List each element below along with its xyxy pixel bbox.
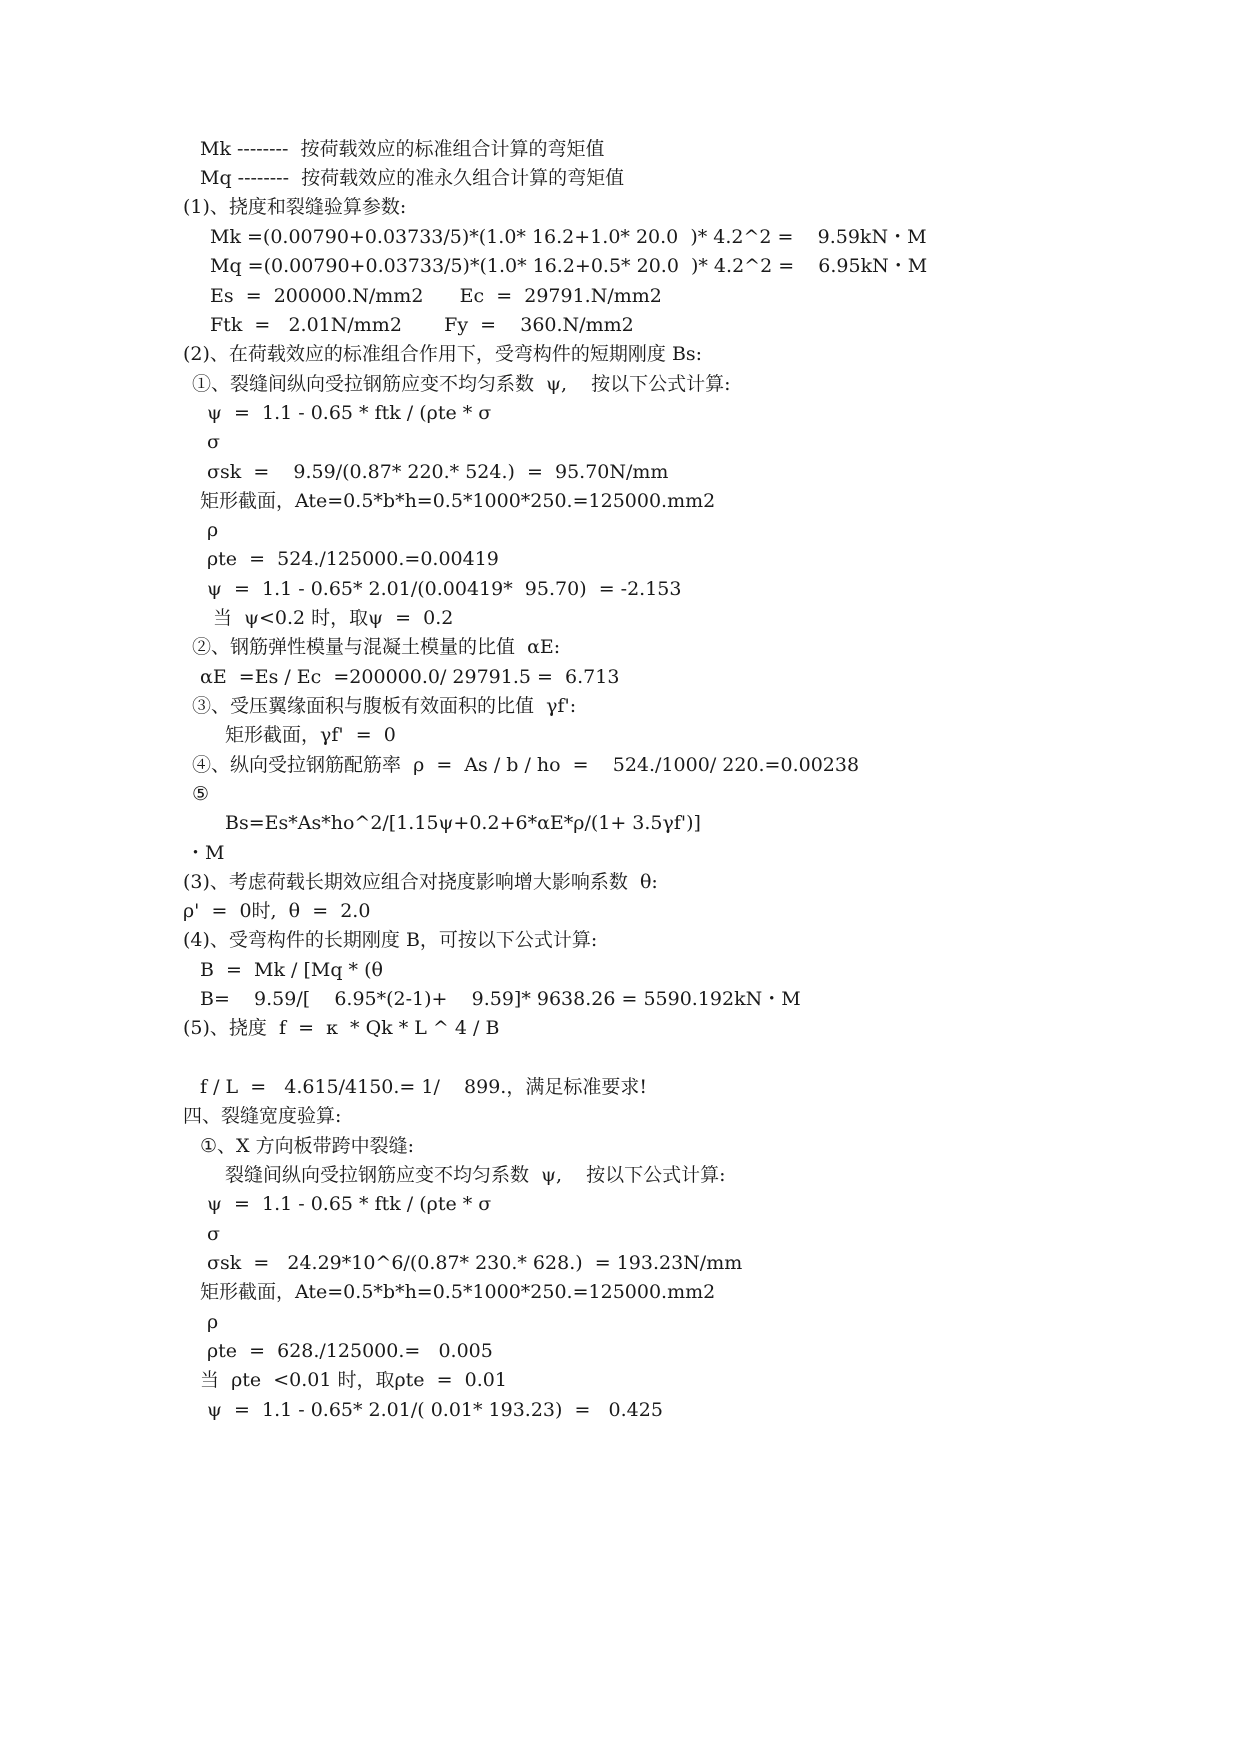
text-line: 当 ρte <0.01 时，取ρte = 0.01 <box>200 1369 507 1391</box>
text-line: 矩形截面，Ate=0.5*b*h=0.5*1000*250.=125000.mm2 <box>200 1281 716 1303</box>
formula-line: ψ = 1.1 - 0.65* 2.01/( 0.01* 193.23) = 0.425 <box>207 1399 663 1421</box>
definition-mk: Mk -------- 按荷载效应的标准组合计算的弯矩值 <box>200 138 605 160</box>
parameter-line: Es = 200000.N/mm2 Ec = 29791.N/mm2 <box>210 285 662 307</box>
text-line: 当 ψ<0.2 时，取ψ = 0.2 <box>213 607 454 629</box>
formula-line: ρ <box>207 519 219 541</box>
section-heading: (4)、受弯构件的长期刚度 B，可按以下公式计算: <box>183 929 598 951</box>
formula-line: ρte = 524./125000.=0.00419 <box>207 548 499 570</box>
formula-line: Bs=Es*As*ho^2/[1.15ψ+0.2+6*αE*ρ/(1+ 3.5γf')] <box>225 812 701 834</box>
formula-line: ρte = 628./125000.= 0.005 <box>207 1340 493 1362</box>
text-line: 矩形截面，Ate=0.5*b*h=0.5*1000*250.=125000.mm2 <box>200 490 716 512</box>
formula-line: ρ <box>207 1311 219 1333</box>
section-heading: (3)、考虑荷载长期效应组合对挠度影响增大影响系数 θ: <box>183 871 658 893</box>
section-heading: (1)、挠度和裂缝验算参数: <box>183 196 407 218</box>
subsection-heading: ⑤ <box>192 783 210 805</box>
subsection-heading: ①、裂缝间纵向受拉钢筋应变不均匀系数 ψ, 按以下公式计算: <box>192 373 731 395</box>
formula-line: σ <box>207 1223 220 1245</box>
definition-mq: Mq -------- 按荷载效应的准永久组合计算的弯矩值 <box>200 167 625 189</box>
formula-line: Mk =(0.00790+0.03733/5)*(1.0* 16.2+1.0* 20.0 )* 4.2^2 = 9.59kN・M <box>210 226 927 248</box>
text-line: ・M <box>186 842 225 864</box>
formula-line: B = Mk / [Mq * (θ <box>200 959 383 981</box>
formula-line: σsk = 24.29*10^6/(0.87* 230.* 628.) = 193.23N/mm <box>207 1252 743 1274</box>
formula-line: σ <box>207 431 220 453</box>
subsection-heading: ①、X 方向板带跨中裂缝: <box>200 1135 415 1157</box>
subsection-heading: ②、钢筋弹性模量与混凝土模量的比值 αE: <box>192 636 561 658</box>
formula-line: ψ = 1.1 - 0.65 * ftk / (ρte * σ <box>207 402 492 424</box>
text-line: 矩形截面，γf' = 0 <box>225 724 396 746</box>
parameter-line: Ftk = 2.01N/mm2 Fy = 360.N/mm2 <box>210 314 634 336</box>
subsection-heading: ③、受压翼缘面积与腹板有效面积的比值 γf': <box>192 695 577 717</box>
formula-line: ψ = 1.1 - 0.65 * ftk / (ρte * σ <box>207 1193 492 1215</box>
subsection-heading: ④、纵向受拉钢筋配筋率 ρ = As / b / ho = 524./1000/ 220.=0.00238 <box>192 754 860 776</box>
formula-line: σsk = 9.59/(0.87* 220.* 524.) = 95.70N/mm <box>207 461 669 483</box>
formula-line: ρ' = 0时, θ = 2.0 <box>183 900 371 922</box>
formula-line: ψ = 1.1 - 0.65* 2.01/(0.00419* 95.70) = -2.153 <box>207 578 682 600</box>
result-line: f / L = 4.615/4150.= 1/ 899.，满足标准要求! <box>200 1076 647 1098</box>
formula-line: αE =Es / Ec =200000.0/ 29791.5 = 6.713 <box>200 666 620 688</box>
section-heading: (2)、在荷载效应的标准组合作用下，受弯构件的短期刚度 Bs: <box>183 343 703 365</box>
formula-line: B= 9.59/[ 6.95*(2-1)+ 9.59]* 9638.26 = 5590.192kN・M <box>200 988 801 1010</box>
formula-line: Mq =(0.00790+0.03733/5)*(1.0* 16.2+0.5* 20.0 )* 4.2^2 = 6.95kN・M <box>210 255 928 277</box>
section-heading: (5)、挠度 f = κ * Qk * L ^ 4 / B <box>183 1017 500 1039</box>
text-line: 裂缝间纵向受拉钢筋应变不均匀系数 ψ, 按以下公式计算: <box>225 1164 726 1186</box>
section-heading: 四、裂缝宽度验算: <box>183 1105 342 1127</box>
